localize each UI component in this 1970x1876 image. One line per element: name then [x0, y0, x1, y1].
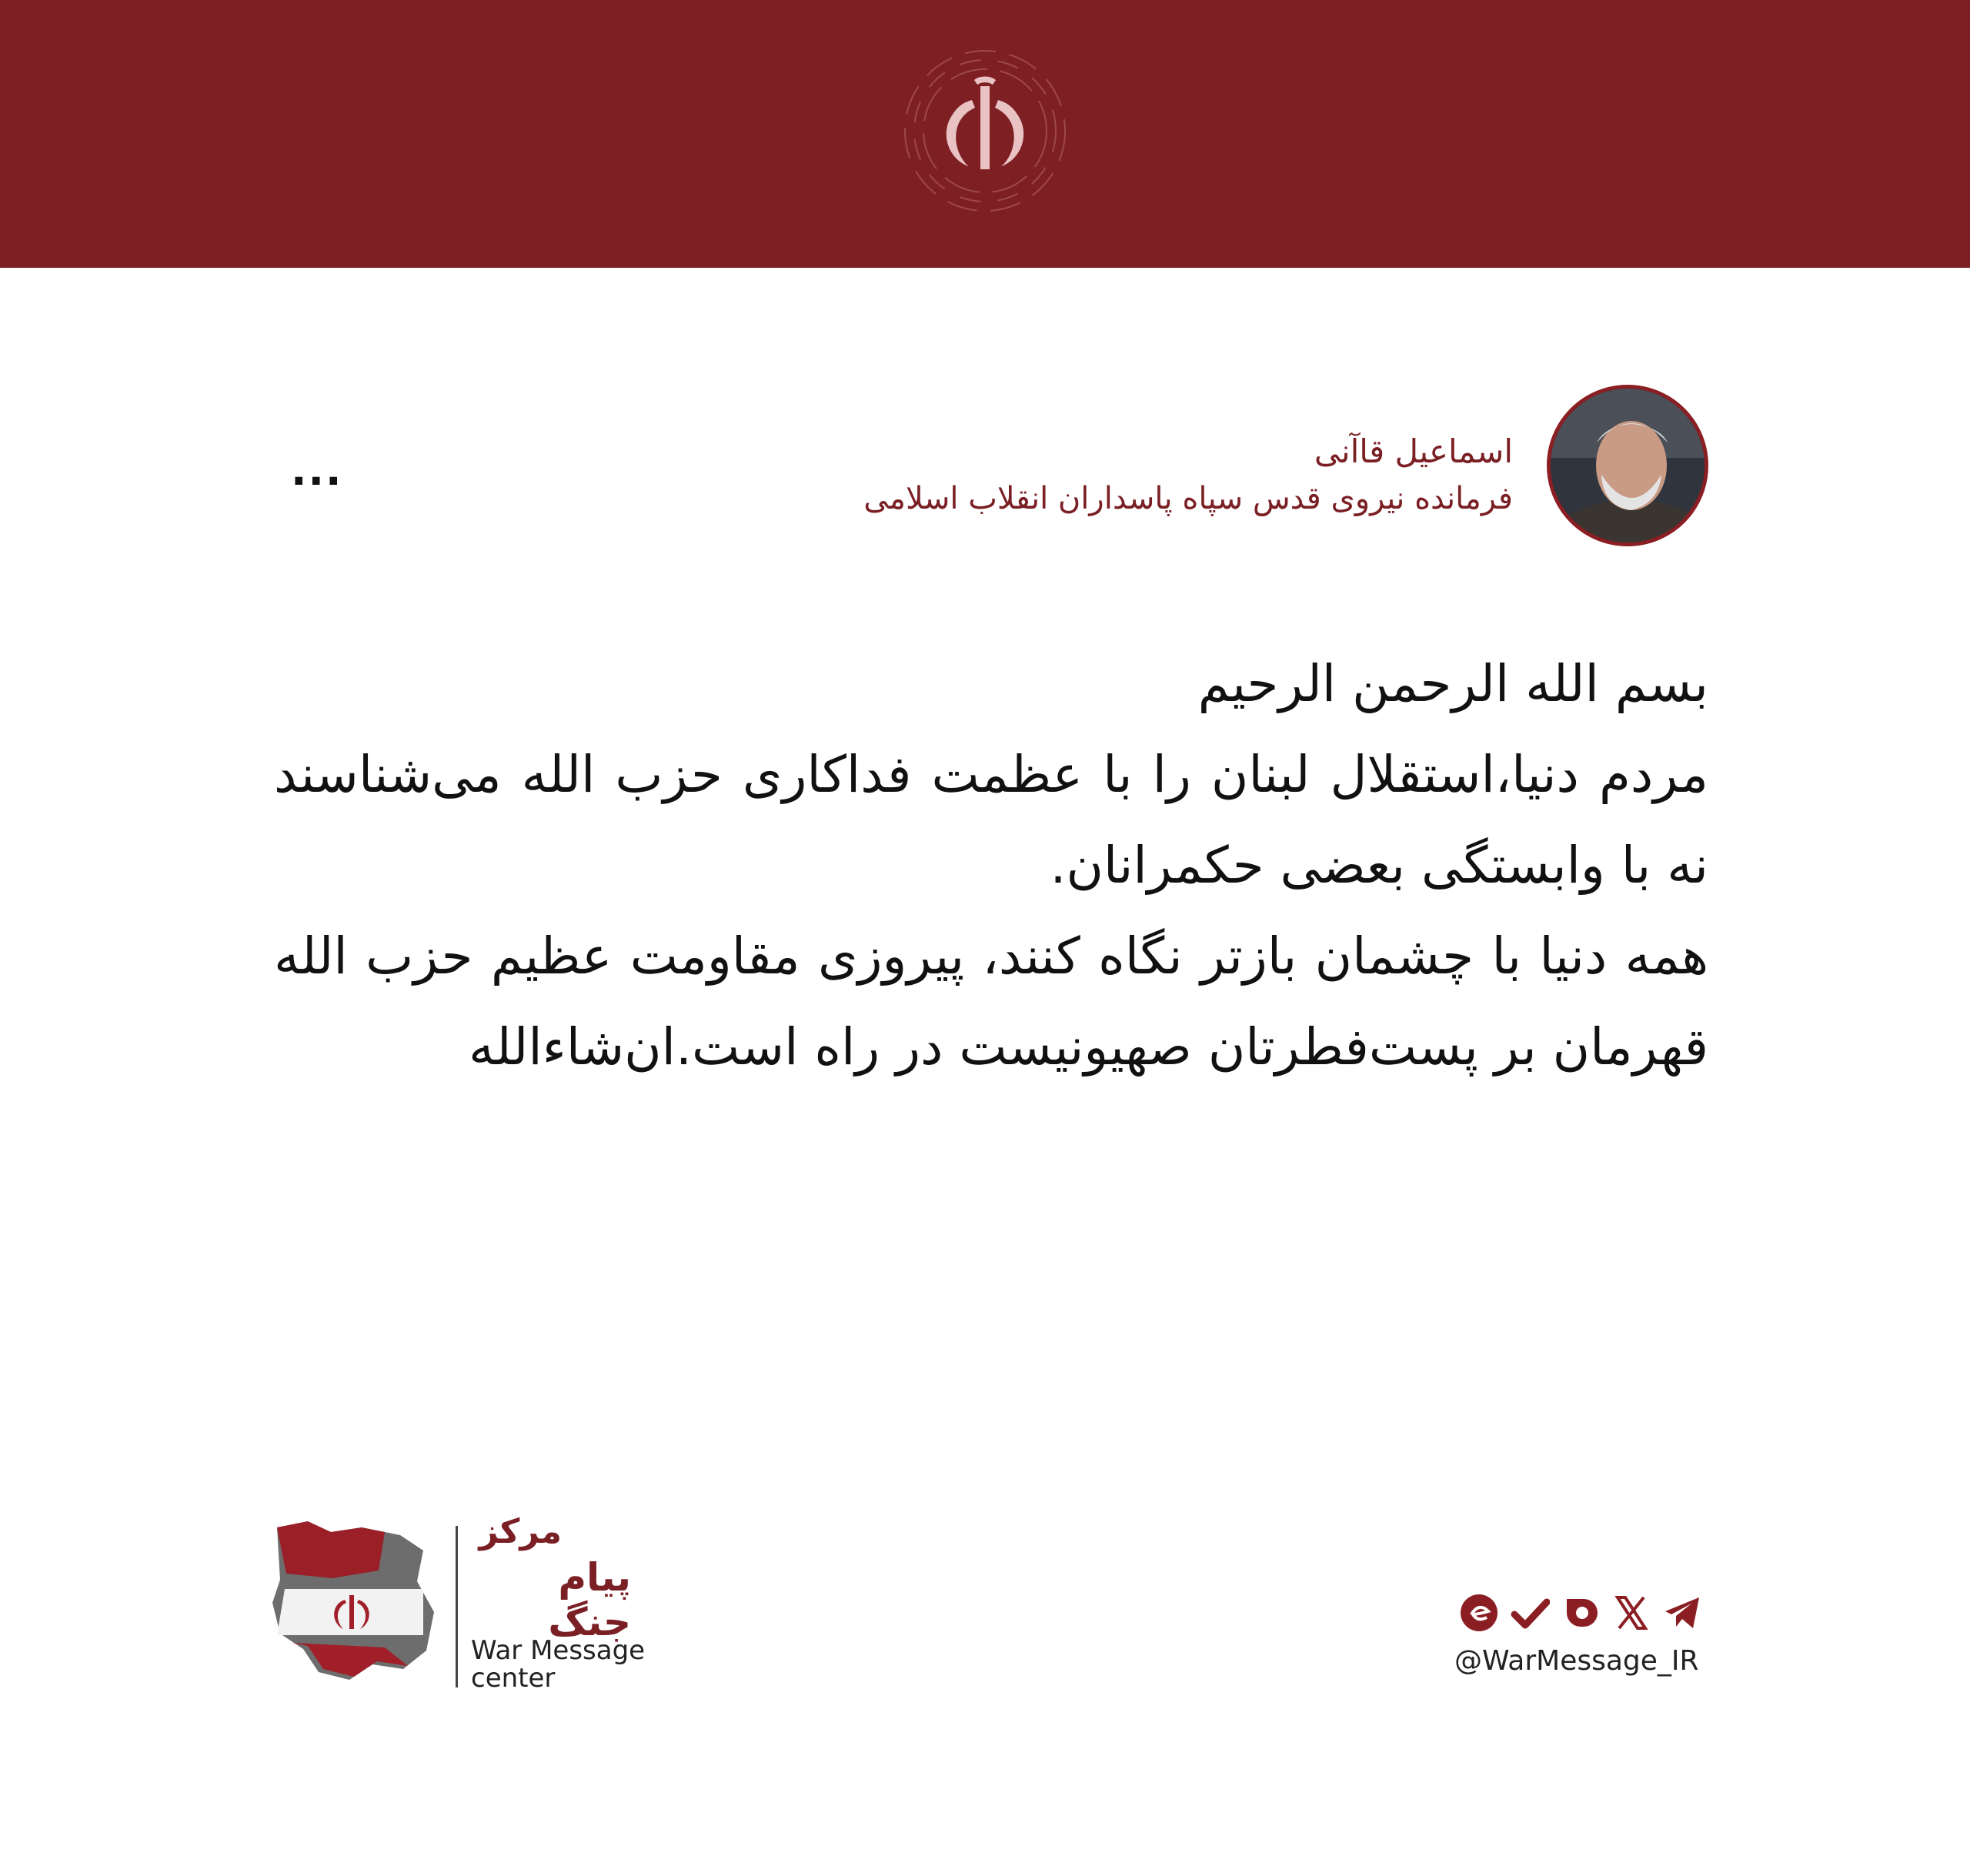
- post-paragraph: مردم دنیا،استقلال لبنان را با عظمت فداکاری حزب الله می‌شناسند نه با وابستگی بعضی حکمرانان.: [274, 745, 1708, 895]
- author-info: [863, 432, 1513, 520]
- logo-english-line1: War Message: [471, 1635, 646, 1666]
- post-card: [274, 377, 1708, 1223]
- eitaa-icon[interactable]: [1459, 1593, 1499, 1633]
- post-paragraph: همه دنیا با چشمان بازتر نگاه کنند، پیروزی مقاومت عظیم حزب الله قهرمان بر پست‌فطرتان صهیونیست در راه است.ان‌شاءالله: [274, 926, 1708, 1077]
- war-message-center-logo: [262, 1512, 662, 1704]
- telegram-icon[interactable]: [1662, 1593, 1702, 1633]
- header-banner: [0, 0, 1970, 268]
- iran-emblem-icon: [900, 46, 1070, 215]
- logo-english-line2: center: [471, 1663, 556, 1694]
- iran-map-icon: [262, 1512, 446, 1704]
- avatar[interactable]: [1547, 385, 1708, 546]
- logo-divider: [456, 1526, 458, 1687]
- social-handle[interactable]: @WarMessage_IR: [1454, 1645, 1699, 1677]
- logo-title-line1: مرکز: [479, 1512, 562, 1551]
- post-paragraph: بسم الله الرحمن الرحیم: [1197, 654, 1708, 713]
- rubika-check-icon[interactable]: [1510, 1593, 1550, 1633]
- author-name[interactable]: اسماعیل قاآنی: [1314, 432, 1513, 470]
- post-body: [274, 639, 1708, 1093]
- x-icon[interactable]: [1611, 1593, 1651, 1633]
- logo-title-line2: پیام جنگ: [548, 1555, 631, 1644]
- author-title: فرمانده نیروی قدس سپاه پاسداران انقلاب اسلامی: [863, 481, 1513, 517]
- more-options-button[interactable]: ...: [291, 446, 343, 495]
- social-links: [1454, 1593, 1708, 1701]
- bale-icon[interactable]: [1561, 1593, 1601, 1633]
